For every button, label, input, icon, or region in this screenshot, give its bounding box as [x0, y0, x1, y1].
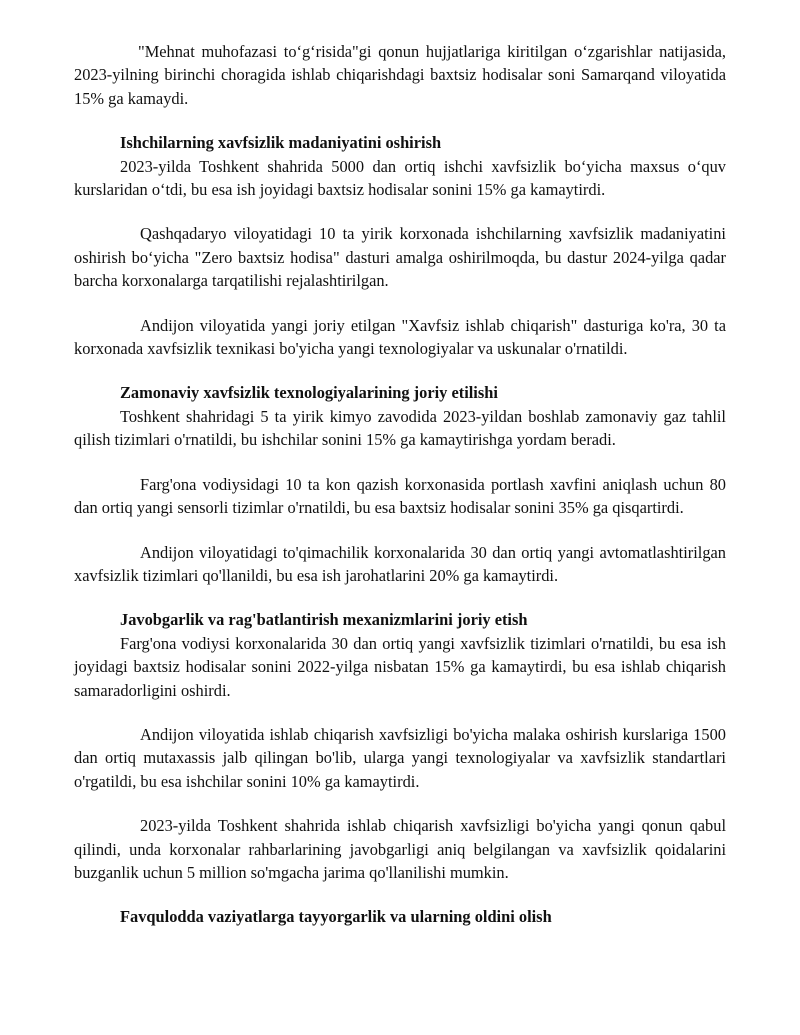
- paragraph-kashkadarya-zero-accident: Qashqadaryo viloyatidagi 10 ta yirik korxonada ishchilarning xavfsizlik madaniyatini oshirish bo‘yicha "Zero baxtsiz hodisa" dasturi amalga oshirilmoqda, bu dastur 2024-yilga qadar barcha korxonalarga tarqatilishi rejalashtirilgan.: [74, 224, 726, 291]
- heading-emergency-preparedness: Favqulodda vaziyatlarga tayyorgarlik va ularning oldini olish: [120, 907, 552, 927]
- paragraph-tashkent-training: 2023-yilda Toshkent shahrida 5000 dan ortiq ishchi xavfsizlik bo‘yicha maxsus o‘quv kurslaridan o‘tdi, bu esa ish joyidagi baxtsiz hodisalar sonini 15% ga kamaytirdi.: [74, 156, 726, 200]
- paragraph-fergana-safety-systems: Farg'ona vodiysi korxonalarida 30 dan ortiq yangi xavfsizlik tizimlari o'rnatildi, bu esa ish joyidagi baxtsiz hodisalar sonini 2022-yilga nisbatan 15% ga kamaytirdi, bu esa ishlab chiqarish samaradorligini oshirdi.: [74, 633, 726, 700]
- heading-modern-technologies: Zamonaviy xavfsizlik texnologiyalarining joriy etilishi: [120, 383, 498, 403]
- paragraph-tashkent-chemical-plants: Toshkent shahridagi 5 ta yirik kimyo zavodida 2023-yildan boshlab zamonaviy gaz tahlil qilish tizimlari o'rnatildi, bu ishchilar sonini 15% ga kamaytirishga yordam beradi.: [74, 406, 726, 450]
- paragraph-fergana-mining-sensors: Farg'ona vodiysidagi 10 ta kon qazish korxonasida portlash xavfini aniqlash uchun 80 dan ortiq yangi sensorli tizimlar o'rnatildi, bu esa baxtsiz hodisalar sonini 35% ga qisqartirdi.: [74, 474, 726, 518]
- document-page: [74, 40, 726, 929]
- paragraph-intro-labor-law: "Mehnat muhofazasi to‘g‘risida"gi qonun hujjatlariga kiritilgan o‘zgarishlar natijasida, 2023-yilning birinchi choragida ishlab chiqarishdagi baxtsiz hodisalar soni Samarqand viloyatida 15% ga kamaydi.: [74, 42, 726, 108]
- paragraph-andijan-safe-production: Andijon viloyatida yangi joriy etilgan "Xavfsiz ishlab chiqarish" dasturiga ko'ra, 30 ta korxonada xavfsizlik texnikasi bo'yicha yangi texnologiyalar va uskunalar o'rnatildi.: [74, 315, 726, 359]
- paragraph-tashkent-new-law: 2023-yilda Toshkent shahrida ishlab chiqarish xavfsizligi bo'yicha yangi qonun qabul qilindi, unda korxonalar rahbarlarining javobgarligi aniq belgilangan va xavfsizlik qoidalarini buzganlik uchun 5 million so'mgacha jarima qo'llanilishi mumkin.: [74, 816, 726, 882]
- paragraph-andijan-textile-automation: Andijon viloyatidagi to'qimachilik korxonalarida 30 dan ortiq yangi avtomatlashtirilgan xavfsizlik tizimlari qo'llanildi, bu esa ish jarohatlarini 20% ga kamaytirdi.: [74, 542, 726, 585]
- heading-responsibility-incentives: Javobgarlik va rag'batlantirish mexanizmlarini joriy etish: [120, 610, 528, 630]
- heading-safety-culture: Ishchilarning xavfsizlik madaniyatini oshirish: [120, 133, 442, 153]
- paragraph-andijan-training-courses: Andijon viloyatida ishlab chiqarish xavfsizligi bo'yicha malaka oshirish kurslariga 1500 dan ortiq mutaxassis jalb qilingan bo'lib, ularga yangi texnologiyalar va xavfsizlik standartlari o'rgatildi, bu esa ishchilar sonini 10% ga kamaytirdi.: [74, 724, 726, 791]
